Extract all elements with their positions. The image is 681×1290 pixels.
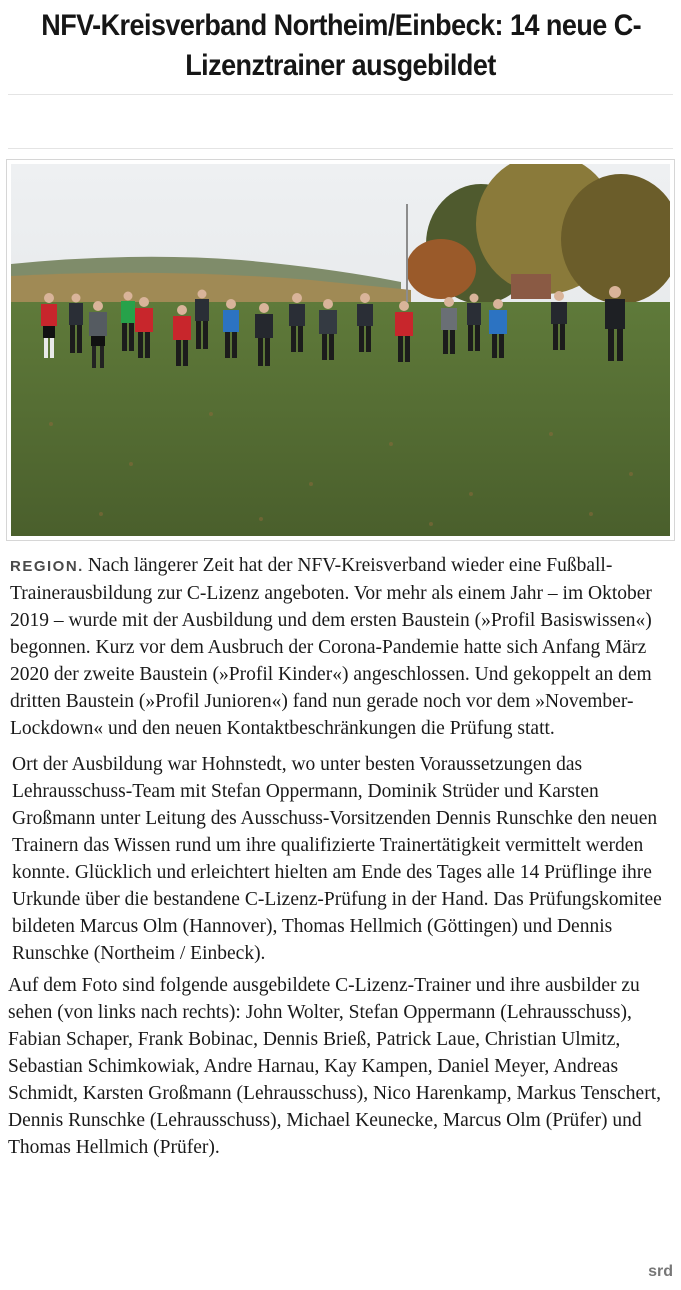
article-paragraph-1 (8, 552, 674, 742)
headline-line-2: Lizenztrainer ausgebildet (185, 49, 496, 82)
divider-top (8, 94, 673, 95)
headline-line-1: NFV-Kreisverband Northeim/Einbeck: 14 neue C- (41, 9, 642, 42)
author-credit: srd (648, 1263, 673, 1280)
article-body (8, 552, 674, 1161)
paragraph-1-text: Nach längerer Zeit hat der NFV-Kreisverband wieder eine Fußball-Trainerausbildung zur C-Lizenz angeboten. Vor mehr als einem Jahr – im Oktober 2019 – wurde mit der Ausbildung und dem ersten Baustein (»Profil Basiswissen«) begonnen. Kurz vor dem Ausbruch der Corona-Pandemie hatte sich Anfang März 2020 der zweite Baustein (»Profil Kinder«) angeschlossen. Und gekoppelt an dem dritten Baustein (»Profil Junioren«) fand nun gerade noch vor dem »November-Lockdown« und den neuen Kontaktbeschränkungen die Prüfung statt. (10, 555, 652, 739)
team-photo-image (11, 164, 670, 536)
article-headline (34, 0, 647, 86)
article-paragraph-2: Ort der Ausbildung war Hohnstedt, wo unter besten Voraussetzungen das Lehrausschuss-Team mit Stefan Oppermann, Dominik Strüder und Karsten Großmann unter Leitung des Ausschuss-Vorsitzenden Dennis Runschke den neuen Trainern das Wissen rund um ihre qualifizierte Trainertätigkeit vermittelt werden konnte. Glücklich und erleichtert hielten am Ende des Tages alle 14 Prüflinge ihre Urkunde über die bestandene C-Lizenz-Prüfung in der Hand. Das Prüfungskomitee bildeten Marcus Olm (Hannover), Thomas Hellmich (Göttingen) und Dennis Runschke (Northeim / Einbeck). (12, 754, 662, 964)
article-paragraph-3: Auf dem Foto sind folgende ausgebildete C-Lizenz-Trainer und ihre ausbilder zu sehen (von links nach rechts): John Wolter, Stefan Oppermann (Lehrausschuss), Fabian Schaper, Frank Bobinac, Dennis Brieß, Patrick Laue, Christian Ulmitz, Sebastian Schimkowiak, Andre Harnau, Kay Kampen, Daniel Meyer, Andreas Schmidt, Karsten Großmann (Lehrausschuss), Nico Harenkamp, Markus Tenschert, Dennis Runschke (Lehrausschuss), Michael Keunecke, Marcus Olm (Prüfer) und Thomas Hellmich (Prüfer). (8, 975, 661, 1158)
article-photo (6, 159, 675, 541)
divider-bottom (8, 148, 673, 149)
dateline: REGION. (10, 558, 84, 575)
